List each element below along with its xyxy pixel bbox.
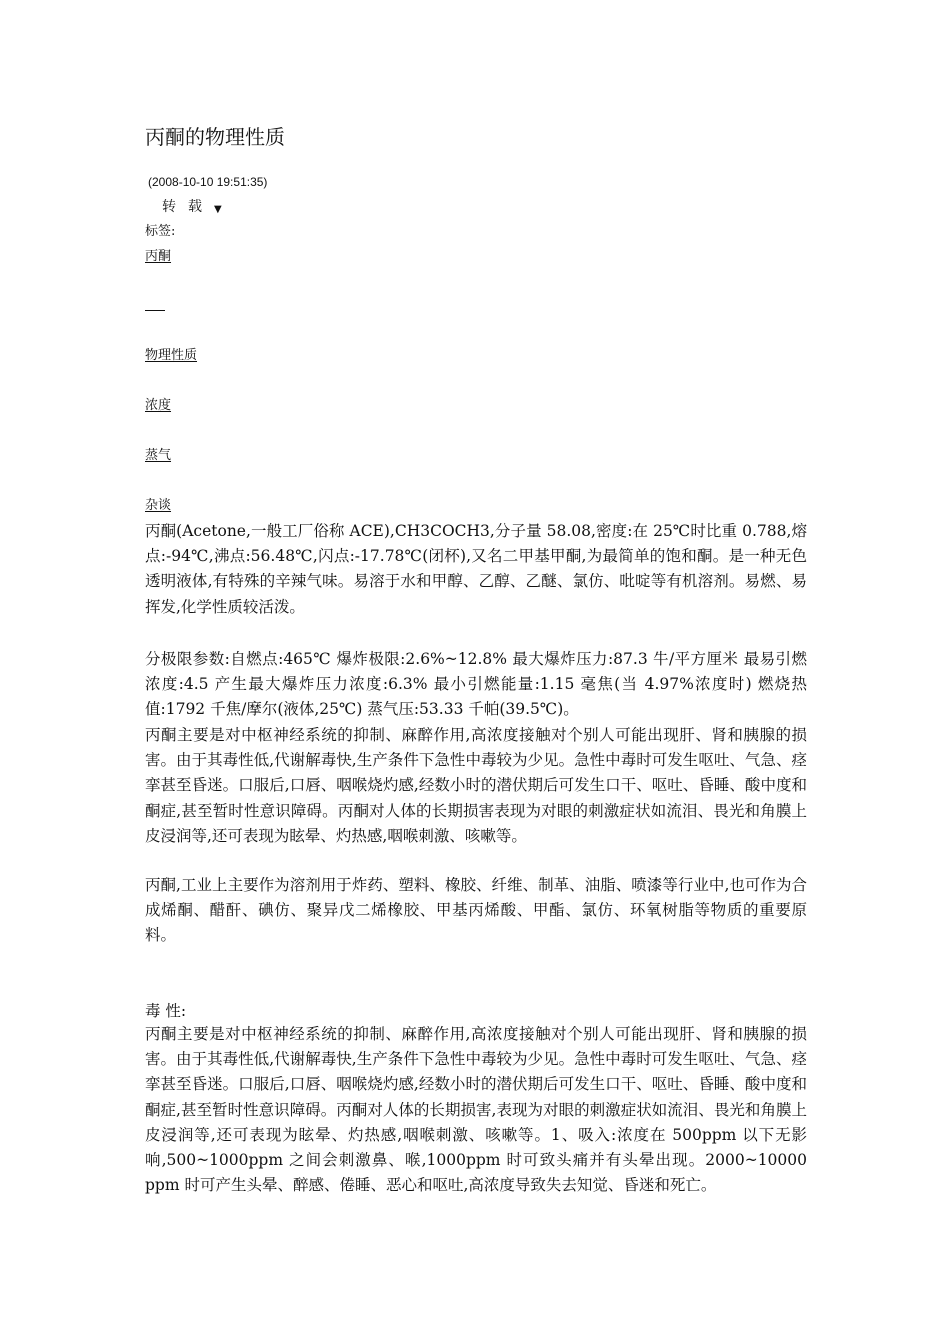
article-title: 丙酮的物理性质	[145, 125, 285, 149]
article-date: (2008-10-10 19:51:35)	[148, 175, 268, 189]
tag-link-acetone[interactable]: 丙酮	[145, 249, 172, 264]
tag-link-concentration[interactable]: 浓度	[145, 398, 172, 413]
tag-link-vapor[interactable]: 蒸气	[145, 448, 172, 463]
separator-line	[145, 310, 165, 311]
paragraph-explosion-limits: 分极限参数:自燃点:465℃ 爆炸极限:2.6%~12.8% 最大爆炸压力:87.3 牛/平方厘米 最易引燃浓度:4.5 产生最大爆炸压力浓度:6.3% 最小引燃能量:1.15 毫焦(当 4.97%浓度时) 燃烧热值:1792 千焦/摩尔(液体,25℃) 蒸气压:53.33 千帕(39.5℃)。	[145, 650, 807, 719]
repost-button[interactable]: 转载	[162, 199, 214, 215]
chevron-down-icon[interactable]: ▼	[214, 204, 222, 215]
tag-link-physical-properties[interactable]: 物理性质	[145, 348, 198, 363]
paragraph-health-effects: 丙酮主要是对中枢神经系统的抑制、麻醉作用,高浓度接触对个别人可能出现肝、肾和胰腺的损害。由于其毒性低,代谢解毒快,生产条件下急性中毒较为少见。急性中毒时可发生呕吐、气急、痉挛甚至昏迷。口服后,口唇、咽喉烧灼感,经数小时的潜伏期后可发生口干、呕吐、昏睡、酸中度和酮症,甚至暂时性意识障碍。丙酮对人体的长期损害表现为对眼的刺激症状如流泪、畏光和角膜上皮浸润等,还可表现为眩晕、灼热感,咽喉刺激、咳嗽等。	[145, 726, 807, 845]
paragraph-intro: 丙酮(Acetone,一般工厂俗称 ACE),CH3COCH3,分子量 58.08,密度:在 25℃时比重 0.788,熔点:-94℃,沸点:56.48℃,闪点:-17.78℃(闭杯),又名二甲基甲酮,为最简单的饱和酮。是一种无色透明液体,有特殊的辛辣气味。易溶于水和甲醇、乙醇、乙醚、氯仿、吡啶等有机溶剂。易燃、易挥发,化学性质较活泼。	[145, 522, 807, 616]
toxicity-heading: 毒 性:	[145, 1002, 187, 1020]
tags-label: 标签:	[145, 224, 176, 239]
paragraph-toxicity: 丙酮主要是对中枢神经系统的抑制、麻醉作用,高浓度接触对个别人可能出现肝、肾和胰腺的损害。由于其毒性低,代谢解毒快,生产条件下急性中毒较为少见。急性中毒时可发生呕吐、气急、痉挛甚至昏迷。口服后,口唇、咽喉烧灼感,经数小时的潜伏期后可发生口干、呕吐、昏睡、酸中度和酮症,甚至暂时性意识障碍。丙酮对人体的长期损害,表现为对眼的刺激症状如流泪、畏光和角膜上皮浸润等,还可表现为眩晕、灼热感,咽喉刺激、咳嗽等。1、吸入:浓度在 500ppm 以下无影响,500~1000ppm 之间会刺激鼻、喉,1000ppm 时可致头痛并有头晕出现。2000~10000 ppm 时可产生头晕、醉感、倦睡、恶心和呕吐,高浓度导致失去知觉、昏迷和死亡。	[145, 1025, 807, 1195]
tag-link-misc[interactable]: 杂谈	[145, 498, 172, 513]
paragraph-industrial-uses: 丙酮,工业上主要作为溶剂用于炸药、塑料、橡胶、纤维、制革、油脂、喷漆等行业中,也可作为合成烯酮、醋酐、碘仿、聚异戊二烯橡胶、甲基丙烯酸、甲酯、氯仿、环氧树脂等物质的重要原料。	[145, 876, 807, 945]
